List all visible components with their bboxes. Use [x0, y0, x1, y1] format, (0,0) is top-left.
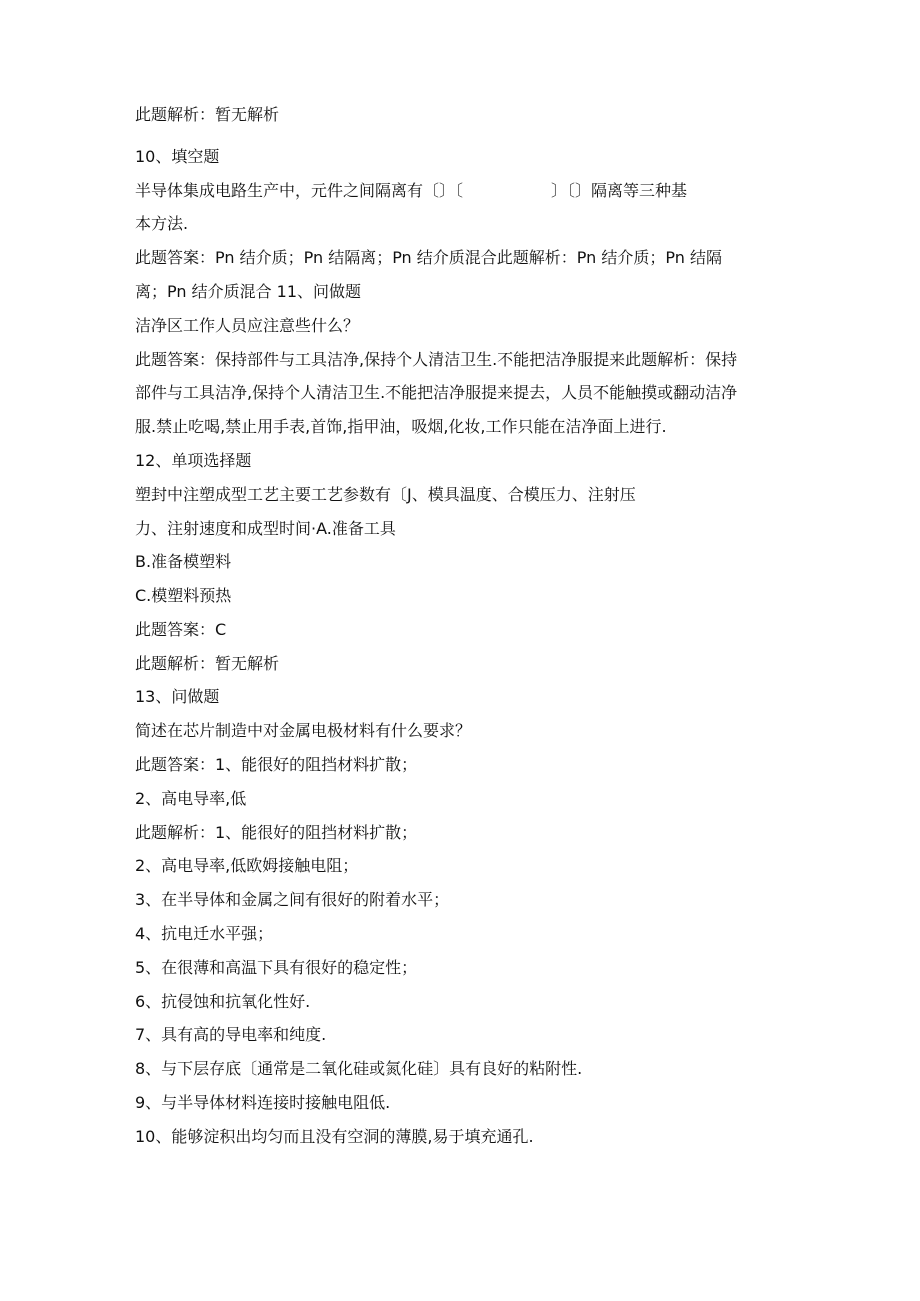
- list-item: 6、抗侵蚀和抗氧化性好.: [135, 992, 311, 1011]
- text-line: 此题解析：暂无解析: [135, 105, 280, 124]
- list-item: 10、能够淀积出均匀而且没有空洞的薄膜,易于填充通孔.: [135, 1127, 534, 1146]
- fill-blank-text-start: 半导体集成电路生产中，元件之间隔离有〔〕〔: [135, 181, 464, 200]
- list-item: 8、与下层存底〔通常是二氧化硅或氮化硅〕具有良好的粘附性.: [135, 1059, 583, 1078]
- analysis-text: 此题解析：暂无解析: [135, 654, 280, 673]
- list-item: 9、与半导体材料连接时接触电阻低.: [135, 1093, 391, 1112]
- list-item: 4、抗电迁水平强；: [135, 924, 274, 943]
- list-item: 2、高电导率,低: [135, 789, 247, 808]
- question-heading: 13、问做题: [135, 687, 220, 706]
- fill-blank-text-end: 〕〔〕隔离等三种基: [551, 181, 688, 200]
- answer-text: 此题答案：C: [135, 620, 227, 639]
- text-line: 力、注射速度和成型时间·A.准备工具: [135, 519, 396, 538]
- list-item: 5、在很薄和高温下具有很好的稳定性；: [135, 958, 418, 977]
- text-line: 离；Pn 结介质混合 11、问做题: [135, 282, 362, 301]
- question-text: 简述在芯片制造中对金属电极材料有什么要求？: [135, 721, 472, 740]
- question-heading: 12、单项选择题: [135, 451, 252, 470]
- question-heading: 10、填空题: [135, 147, 220, 166]
- text-line: 本方法.: [135, 214, 189, 233]
- list-item: 7、具有高的导电率和纯度.: [135, 1025, 327, 1044]
- answer-text: 此题答案：保持部件与工具洁净,保持个人清洁卫生.不能把洁净服提来此题解析：保持: [135, 350, 738, 369]
- question-text: 洁净区工作人员应注意些什么？: [135, 316, 360, 335]
- fill-blank-question: [135, 180, 687, 202]
- list-item: 3、在半导体和金属之间有很好的附着水平；: [135, 890, 450, 909]
- question-text: 塑封中注塑成型工艺主要工艺参数有〔J、模具温度、合模压力、注射压: [135, 485, 636, 504]
- text-line: 服.禁止吃喝,禁止用手表,首饰,指甲油，吸烟,化妆,工作只能在洁净面上进行.: [135, 417, 667, 436]
- option-b: B.准备模塑料: [135, 552, 232, 571]
- list-item: 2、高电导率,低欧姆接触电阻；: [135, 856, 359, 875]
- answer-text: 此题答案：1、能很好的阻挡材料扩散；: [135, 755, 418, 774]
- option-c: C.模塑料预热: [135, 586, 232, 605]
- answer-text: 此题答案：Pn 结介质；Pn 结隔离；Pn 结介质混合此题解析：Pn 结介质；Pn 结隔: [135, 248, 722, 267]
- text-line: 部件与工具洁净,保持个人清洁卫生.不能把洁净服提来提去，人员不能触摸或翻动洁净: [135, 383, 738, 402]
- analysis-text: 此题解析：1、能很好的阻挡材料扩散；: [135, 823, 418, 842]
